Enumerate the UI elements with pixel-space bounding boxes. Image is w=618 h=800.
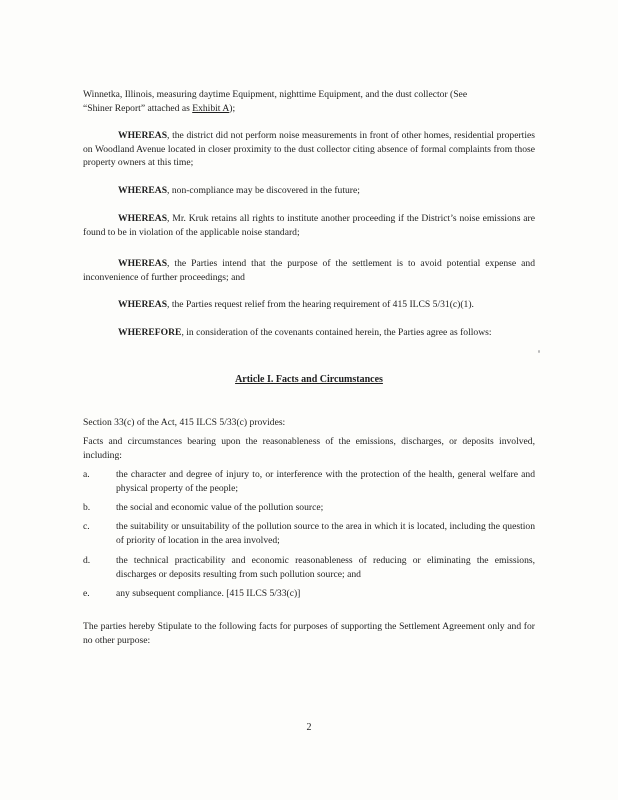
list-text: the suitability or unsuitability of the pollution source to the area in which it is located, including the question of priority of location in the area involved; [116, 521, 535, 546]
whereas-text: , Mr. Kruk retains all rights to institute another proceeding if the District’s noise emissions are found to be in violation of the applicable noise standard; [83, 213, 535, 238]
wherefore-text: , in consideration of the covenants contained herein, the Parties agree as follows: [181, 327, 492, 338]
stipulation-paragraph: The parties hereby Stipulate to the following facts for purposes of supporting the Settlement Agreement only and for no other purpose: [83, 621, 535, 646]
facts-intro: Facts and circumstances bearing upon the reasonableness of the emissions, discharges, or deposits involved, including: [83, 436, 535, 461]
whereas-keyword: WHEREAS [118, 299, 168, 310]
whereas-keyword: WHEREAS [118, 258, 168, 269]
whereas-keyword: WHEREAS [118, 185, 168, 196]
intro-line-2-end: ); [229, 102, 236, 114]
intro-paragraph [83, 88, 535, 115]
exhibit-a-reference: Exhibit A [192, 102, 230, 114]
list-letter: a. [83, 469, 90, 480]
whereas-text: , non-compliance may be discovered in the future; [167, 185, 360, 196]
list-letter: d. [83, 555, 91, 566]
intro-line-1: Winnetka, Illinois, measuring daytime Equipment, nighttime Equipment, and the dust collector (See [83, 89, 468, 100]
list-letter: e. [83, 588, 90, 599]
scan-speck [538, 350, 540, 353]
list-letter: c. [83, 521, 90, 532]
section-intro: Section 33(c) of the Act, 415 ILCS 5/33(c) provides: [83, 417, 286, 428]
page-number: 2 [306, 722, 312, 733]
whereas-keyword: WHEREAS [118, 213, 168, 224]
whereas-text: , the Parties intend that the purpose of the settlement is to avoid potential expense and inconvenience of further proceedings; and [83, 258, 535, 283]
whereas-paragraph-1 [83, 129, 535, 170]
list-text: any subsequent compliance. [415 ILCS 5/33(c)] [116, 588, 301, 599]
list-text: the technical practicability and economic reasonableness of reducing or eliminating the emissions, discharges or deposits resulting from such pollution source; and [116, 555, 535, 580]
whereas-text: , the district did not perform noise measurements in front of other homes, residential properties on Woodland Avenue located in closer proximity to the dust collector citing absence of formal complaints from those property owners at this time; [83, 130, 535, 169]
intro-line-2-start: “Shiner Report” attached as [83, 102, 193, 114]
whereas-paragraph-5 [83, 298, 535, 312]
list-text: the character and degree of injury to, or interference with the protection of the health, general welfare and physical property of the people; [116, 469, 535, 494]
wherefore-keyword: WHEREFORE [118, 327, 182, 338]
whereas-text: , the Parties request relief from the hearing requirement of 415 ILCS 5/31(c)(1). [167, 299, 474, 310]
whereas-keyword: WHEREAS [118, 130, 168, 141]
wherefore-paragraph [83, 326, 535, 340]
whereas-paragraph-3 [83, 212, 535, 239]
list-letter: b. [83, 502, 91, 513]
article-heading: Article I. Facts and Circumstances [235, 374, 383, 385]
whereas-paragraph-2 [83, 184, 535, 198]
list-text: the social and economic value of the pollution source; [116, 502, 324, 513]
whereas-paragraph-4 [83, 257, 535, 284]
